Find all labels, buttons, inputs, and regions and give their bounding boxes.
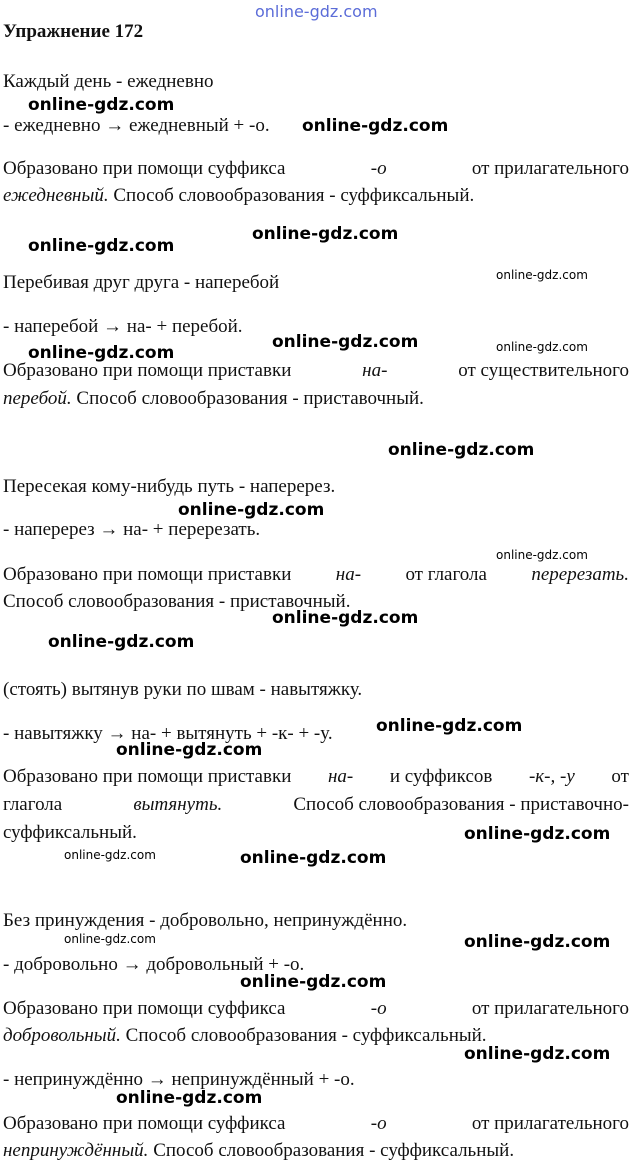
watermark: online-gdz.com [302,116,449,136]
watermark: online-gdz.com [28,95,175,115]
watermark: online-gdz.com [178,500,325,520]
watermark: online-gdz.com [28,343,175,363]
watermark: online-gdz.com [240,972,387,992]
watermark: online-gdz.com [64,848,156,862]
watermark: online-gdz.com [48,632,195,652]
watermark: online-gdz.com [496,268,588,282]
watermark: online-gdz.com [252,224,399,244]
explanation-5b-line-2: непринуждённый. Способ словообразования - суффиксальный. [3,1140,515,1161]
derivation-5: - добровольно → добровольный + -о. [3,954,305,975]
explanation-3-line-2: Способ словообразования - приставочный. [3,591,351,612]
watermark: online-gdz.com [116,1088,263,1108]
watermark-top: online-gdz.com [255,2,378,21]
explanation-4-line-1: Образовано при помощи приставки на- и суффиксов -к-, -у от [3,766,629,787]
explanation-1-line-1: Образовано при помощи суффикса -о от прилагательного [3,158,629,179]
explanation-4-line-2: глагола вытянуть. Способ словообразования - приставочно- [3,794,629,815]
explanation-1-line-2: ежедневный. Способ словообразования - суффиксальный. [3,185,475,206]
exercise-title: Упражнение 172 [3,21,144,42]
derivation-5b: - непринуждённо → непринуждённый + -о. [3,1069,355,1090]
watermark: online-gdz.com [240,848,387,868]
phrase-3: Пересекая кому-нибудь путь - наперерез. [3,476,336,497]
phrase-4: (стоять) вытянув руки по швам - навытяжку. [3,679,363,700]
explanation-2-line-1: Образовано при помощи приставки на- от существительного [3,360,629,381]
explanation-2-line-2: перебой. Способ словообразования - приставочный. [3,388,424,409]
phrase-1: Каждый день - ежедневно [3,71,214,92]
watermark: online-gdz.com [116,740,263,760]
explanation-3-line-1: Образовано при помощи приставки на- от глагола перерезать. [3,564,629,585]
derivation-1: - ежедневно → ежедневный + -о. [3,115,270,136]
watermark: online-gdz.com [376,716,523,736]
watermark: online-gdz.com [464,824,611,844]
phrase-5: Без принуждения - добровольно, непринуждённо. [3,910,408,931]
explanation-5b-line-1: Образовано при помощи суффикса -о от прилагательного [3,1113,629,1134]
explanation-5-line-1: Образовано при помощи суффикса -о от прилагательного [3,998,629,1019]
watermark: online-gdz.com [28,236,175,256]
explanation-5-line-2: добровольный. Способ словообразования - суффиксальный. [3,1025,487,1046]
derivation-2: - наперебой → на- + перебой. [3,316,243,337]
explanation-4-line-3: суффиксальный. [3,822,137,843]
watermark: online-gdz.com [464,1044,611,1064]
watermark: online-gdz.com [496,548,588,562]
watermark: online-gdz.com [272,332,419,352]
derivation-4: - навытяжку → на- + вытянуть + -к- + -у. [3,723,333,744]
watermark: online-gdz.com [64,932,156,946]
watermark: online-gdz.com [464,932,611,952]
phrase-2: Перебивая друг друга - наперебой [3,272,280,293]
watermark: online-gdz.com [272,608,419,628]
derivation-3: - наперерез → на- + перерезать. [3,519,261,540]
watermark: online-gdz.com [496,340,588,354]
watermark: online-gdz.com [388,440,535,460]
